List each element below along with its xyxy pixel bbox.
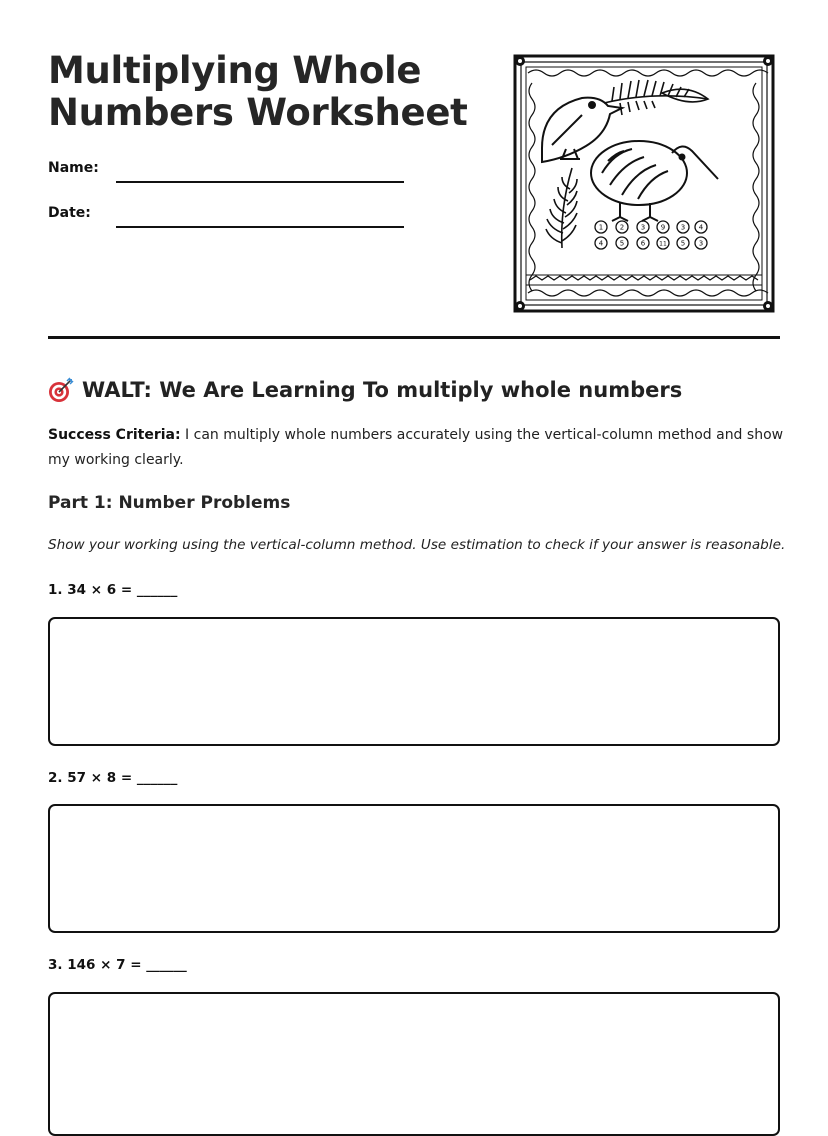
problem-3-label: 3. 146 × 7 = ______ — [48, 957, 187, 973]
circled-number: 5 — [619, 239, 625, 248]
success-criteria — [48, 423, 788, 473]
circled-number: 4 — [598, 239, 604, 248]
circled-number: 2 — [619, 223, 625, 232]
problem-1-answer-box[interactable] — [48, 617, 780, 746]
circled-number: 3 — [680, 223, 686, 232]
part1-heading: Part 1: Number Problems — [48, 493, 291, 513]
circled-number: 4 — [698, 223, 704, 232]
walt-text: WALT: We Are Learning To multiply whole numbers — [82, 378, 683, 402]
circled-number: 1 — [598, 223, 604, 232]
problem-1-label: 1. 34 × 6 = ______ — [48, 582, 178, 598]
name-label: Name: — [48, 160, 99, 176]
circled-number: 11 — [659, 240, 667, 248]
target-icon — [48, 377, 74, 403]
problem-3-answer-box[interactable] — [48, 992, 780, 1136]
walt-heading — [48, 376, 682, 404]
circled-number: 6 — [640, 239, 646, 248]
success-criteria-label: Success Criteria: — [48, 427, 181, 443]
circled-number: 9 — [660, 223, 666, 232]
part1-instructions: Show your working using the vertical-column method. Use estimation to check if your answer is reasonable. — [48, 537, 786, 553]
page-title: Multiplying Whole Numbers Worksheet — [48, 49, 468, 134]
header-divider — [48, 336, 780, 339]
date-line[interactable] — [116, 226, 404, 228]
problem-2-label: 2. 57 × 8 = ______ — [48, 770, 178, 786]
name-line[interactable] — [116, 181, 404, 183]
date-label: Date: — [48, 205, 91, 221]
circled-number: 5 — [680, 239, 686, 248]
kiwi-bird-illustration — [512, 53, 776, 314]
circled-number: 3 — [640, 223, 646, 232]
success-criteria-text: I can multiply whole numbers accurately using the vertical-column method and show my working clearly. — [48, 427, 784, 468]
problem-2-answer-box[interactable] — [48, 804, 780, 933]
circled-number: 3 — [698, 239, 704, 248]
